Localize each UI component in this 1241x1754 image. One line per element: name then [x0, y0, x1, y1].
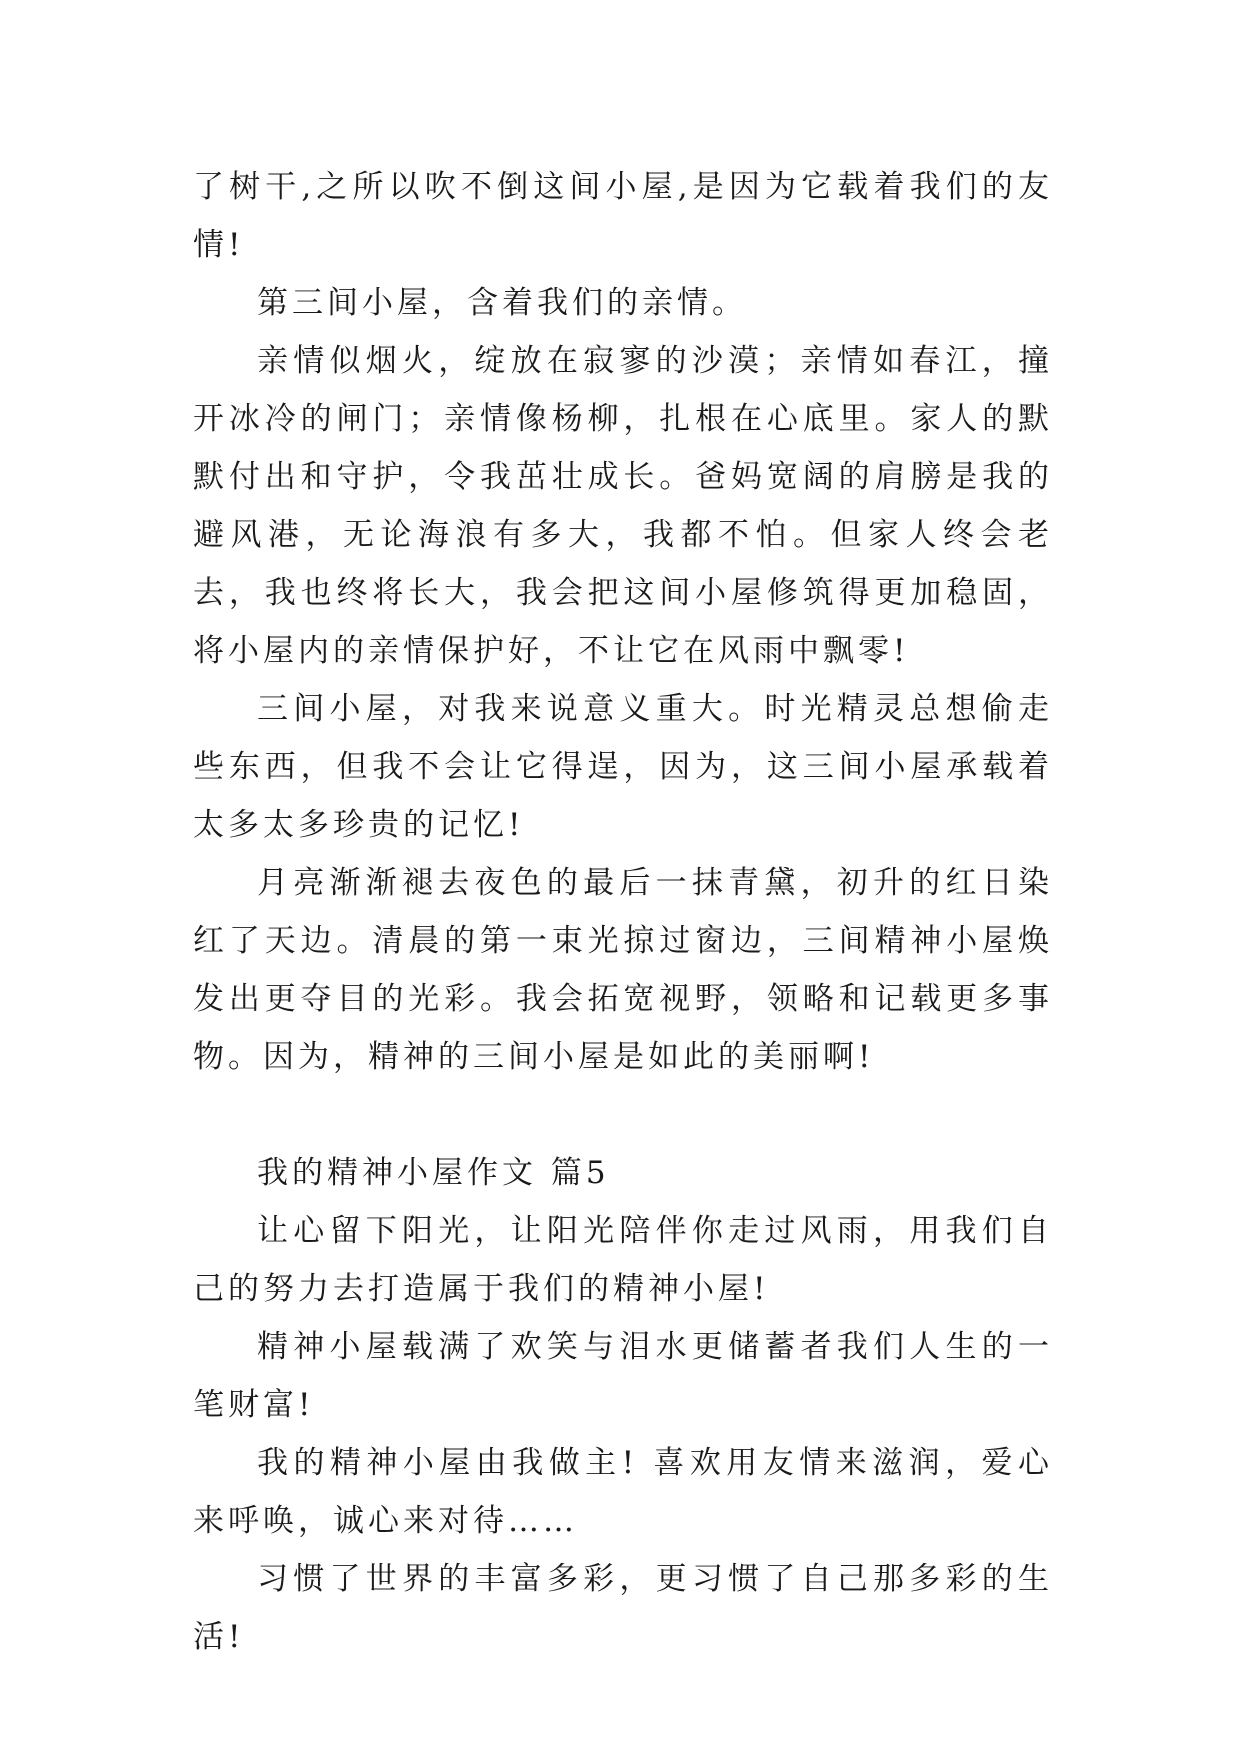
section-spacer [193, 1086, 1053, 1144]
paragraph-colorful-life: 习惯了世界的丰富多彩，更习惯了自己那多彩的生活! [193, 1561, 1053, 1655]
paragraph-laughter-tears: 精神小屋载满了欢笑与泪水更储蓄者我们人生的一笔财富! [193, 1329, 1053, 1423]
document-body [193, 158, 1053, 1666]
paragraph-third-house: 第三间小屋，含着我们的亲情。 [257, 285, 747, 321]
paragraph-morning-light: 月亮渐渐褪去夜色的最后一抹青黛，初升的红日染红了天边。清晨的第一束光掠过窗边，三间精神小屋焕发出更夺目的光彩。我会拓宽视野，领略和记载更多事物。因为，精神的三间小屋是如此的美丽啊! [193, 865, 1053, 1075]
section-heading: 我的精神小屋作文 篇5 [257, 1155, 610, 1191]
paragraph-family-love: 亲情似烟火，绽放在寂寥的沙漠；亲情如春江，撞开冰冷的闸门；亲情像杨柳，扎根在心底里。家人的默默付出和守护，令我茁壮成长。爸妈宽阔的肩膀是我的避风港，无论海浪有多大，我都不怕。但家人终会老去，我也终将长大，我会把这间小屋修筑得更加稳固，将小屋内的亲情保护好，不让它在风雨中飘零! [193, 343, 1053, 669]
paragraph-three-houses-meaning: 三间小屋，对我来说意义重大。时光精灵总想偷走些东西，但我不会让它得逞，因为，这三间小屋承载着太多太多珍贵的记忆! [193, 691, 1053, 843]
paragraph-sunshine: 让心留下阳光，让阳光陪伴你走过风雨，用我们自己的努力去打造属于我们的精神小屋! [193, 1213, 1053, 1307]
paragraph-friendship-ending: 了树干,之所以吹不倒这间小屋,是因为它载着我们的友情! [193, 169, 1053, 263]
paragraph-my-choice: 我的精神小屋由我做主! 喜欢用友情来滋润，爱心来呼唤，诚心来对待…… [193, 1445, 1053, 1539]
